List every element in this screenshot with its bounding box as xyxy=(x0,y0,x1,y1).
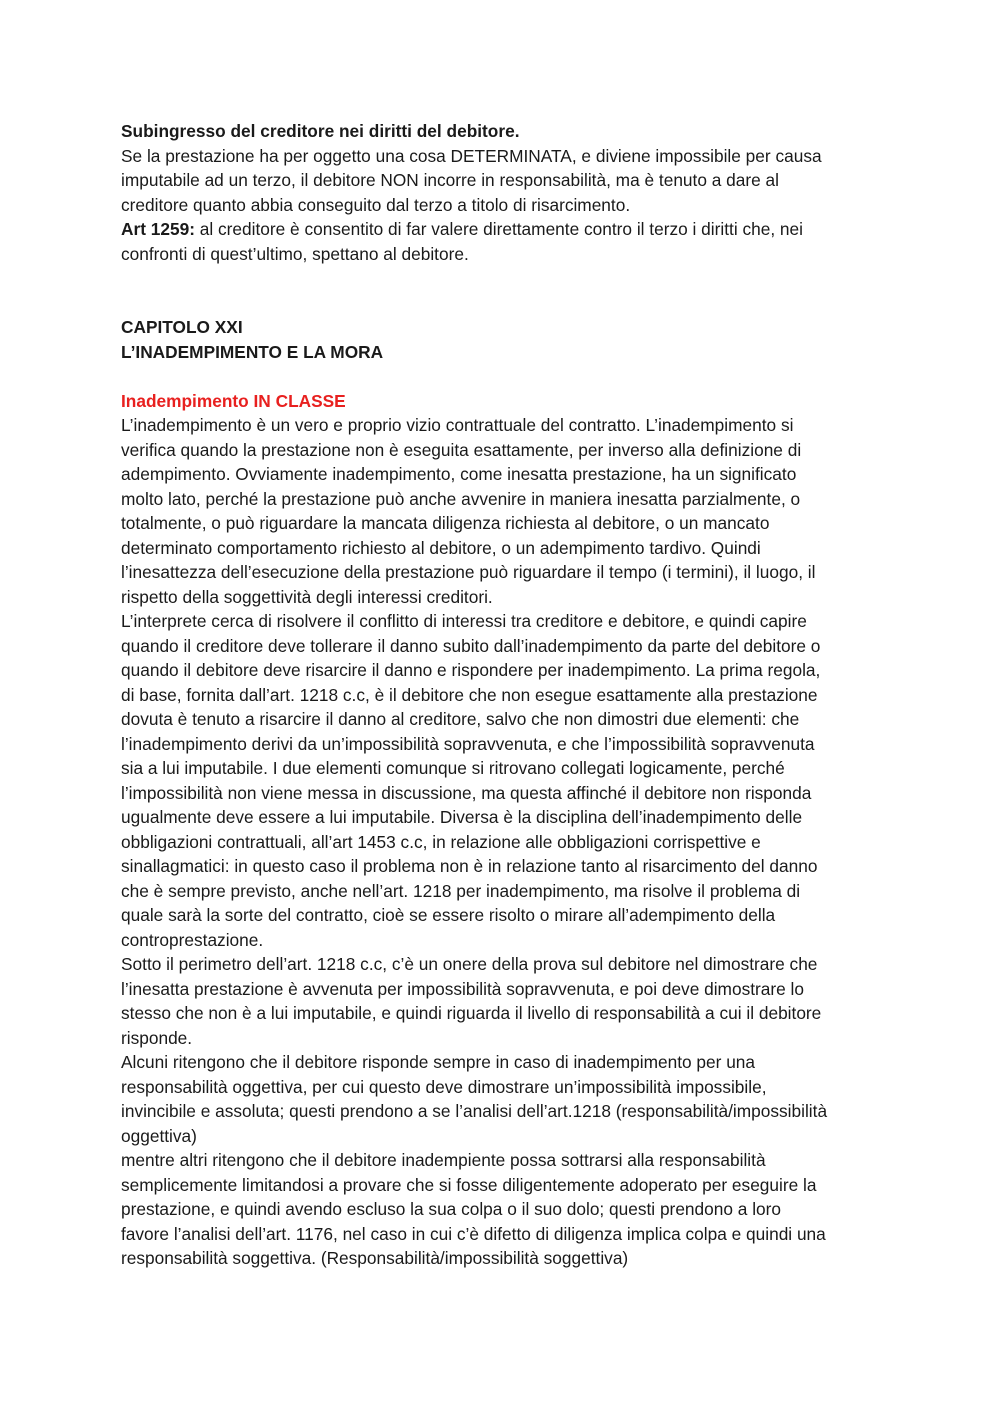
art-1259-line xyxy=(121,217,881,242)
body-line: totalmente, o può riguardare la mancata diligenza richiesta al debitore, o un mancato xyxy=(121,513,770,533)
body-line: l’inadempimento derivi da un’impossibilità sopravvenuta, e che l’impossibilità sopravvenuta xyxy=(121,733,815,754)
art-label: Art 1259: xyxy=(121,219,195,239)
body-line: confronti di quest’ultimo, spettano al debitore. xyxy=(121,243,469,264)
body-line: risponde. xyxy=(121,1027,193,1048)
body-line: rispetto della soggettività degli interessi creditori. xyxy=(121,586,493,607)
body-line: adempimento. Ovviamente inadempimento, come inesatta prestazione, ha un significato xyxy=(121,464,797,484)
body-line: ugualmente deve essere a lui imputabile. Diversa è la disciplina dell’inadempimento delle xyxy=(121,807,803,827)
chapter-title: L’INADEMPIMENTO E LA MORA xyxy=(121,341,384,362)
spacer xyxy=(121,266,881,315)
body-line: semplicemente limitandosi a provare che si fosse diligentemente adoperato per eseguire la xyxy=(121,1174,817,1195)
body-line: L’interprete cerca di risolvere il conflitto di interessi tra creditore e debitore, e quindi capire xyxy=(121,611,807,631)
body-line: di base, fornita dall’art. 1218 c.c, è il debitore che non esegue esattamente alla prestazione xyxy=(121,684,818,705)
body-line: controprestazione. xyxy=(121,929,264,950)
document-page xyxy=(121,119,881,1271)
body-line: responsabilità soggettiva. (Responsabilità/impossibilità soggettiva) xyxy=(121,1248,629,1268)
body-line: stesso che non è a lui imputabile, e quindi riguarda il livello di responsabilità a cui il debitore xyxy=(121,1003,822,1023)
body-line: determinato comportamento richiesto al debitore, o un adempimento tardivo. Quindi xyxy=(121,537,761,558)
body-line: quale sarà la sorte del contratto, cioè se essere risolto o mirare all’adempimento della xyxy=(121,905,776,925)
body-line: sinallagmatici: in questo caso il problema non è in relazione tanto al risarcimento del danno xyxy=(121,856,818,876)
body-line: responsabilità oggettiva, per cui questo deve dimostrare un’impossibilità impossibile, xyxy=(121,1076,767,1097)
body-line: sia a lui imputabile. I due elementi comunque si ritrovano collegati logicamente, perché xyxy=(121,758,785,778)
body-line: prestazione, e quindi avendo escluso la sua colpa o il suo dolo; questi prendono a loro xyxy=(121,1199,782,1219)
section-heading-inadempimento: Inadempimento IN CLASSE xyxy=(121,390,346,411)
body-line: favore l’analisi dell’art. 1176, nel caso in cui c’è difetto di diligenza implica colpa e quindi una xyxy=(121,1223,826,1244)
body-line: invincibile e assoluta; questi prendono a se l’analisi dell’art.1218 (responsabilità/impossibilità xyxy=(121,1101,828,1121)
body-line: oggettiva) xyxy=(121,1125,197,1146)
section-heading-subingresso: Subingresso del creditore nei diritti del debitore. xyxy=(121,121,520,141)
body-line: Sotto il perimetro dell’art. 1218 c.c, c’è un onere della prova sul debitore nel dimostrare che xyxy=(121,954,818,974)
body-line: L’inadempimento è un vero e proprio vizio contrattuale del contratto. L’inadempimento si xyxy=(121,415,794,435)
body-line: dovuta è tenuto a risarcire il danno al creditore, salvo che non dimostri due elementi: che xyxy=(121,709,800,729)
art-text: al creditore è consentito di far valere direttamente contro il terzo i diritti che, nei xyxy=(194,219,803,239)
section-body xyxy=(121,413,881,1271)
body-line: verifica quando la prestazione non è eseguita esattamente, per inverso alla definizione di xyxy=(121,439,802,460)
body-line: molto lato, perché la prestazione può anche avvenire in maniera inesatta parzialmente, o xyxy=(121,488,801,509)
chapter-number: CAPITOLO XXI xyxy=(121,317,243,337)
body-line: imputabile ad un terzo, il debitore NON incorre in responsabilità, ma è tenuto a dare al xyxy=(121,170,780,190)
spacer xyxy=(121,364,881,389)
body-line: quando il creditore deve tollerare il danno subito dall’inadempimento da parte del debitore o xyxy=(121,635,821,656)
body-line: che è sempre previsto, anche nell’art. 1218 per inadempimento, ma risolve il problema di xyxy=(121,880,801,901)
body-line: creditore quanto abbia conseguito dal terzo a titolo di risarcimento. xyxy=(121,194,631,215)
body-line: l’impossibilità non viene messa in discussione, ma questa affinché il debitore non risponda xyxy=(121,782,812,803)
body-line: l’inesatta prestazione è avvenuta per impossibilità sopravvenuta, e poi deve dimostrare lo xyxy=(121,978,804,999)
body-line: l’inesattezza dell’esecuzione della prestazione può riguardare il tempo (i termini), il luogo, il xyxy=(121,562,816,582)
body-line: quando il debitore deve risarcire il danno e rispondere per inadempimento. La prima regola, xyxy=(121,660,821,680)
body-line: mentre altri ritengono che il debitore inadempiente possa sottrarsi alla responsabilità xyxy=(121,1150,766,1170)
body-line: obbligazioni contrattuali, all’art 1453 c.c, in relazione alle obbligazioni corrispettive e xyxy=(121,831,761,852)
body-line: Se la prestazione ha per oggetto una cosa DETERMINATA, e diviene impossibile per causa xyxy=(121,145,822,166)
body-line: Alcuni ritengono che il debitore risponde sempre in caso di inadempimento per una xyxy=(121,1052,756,1072)
